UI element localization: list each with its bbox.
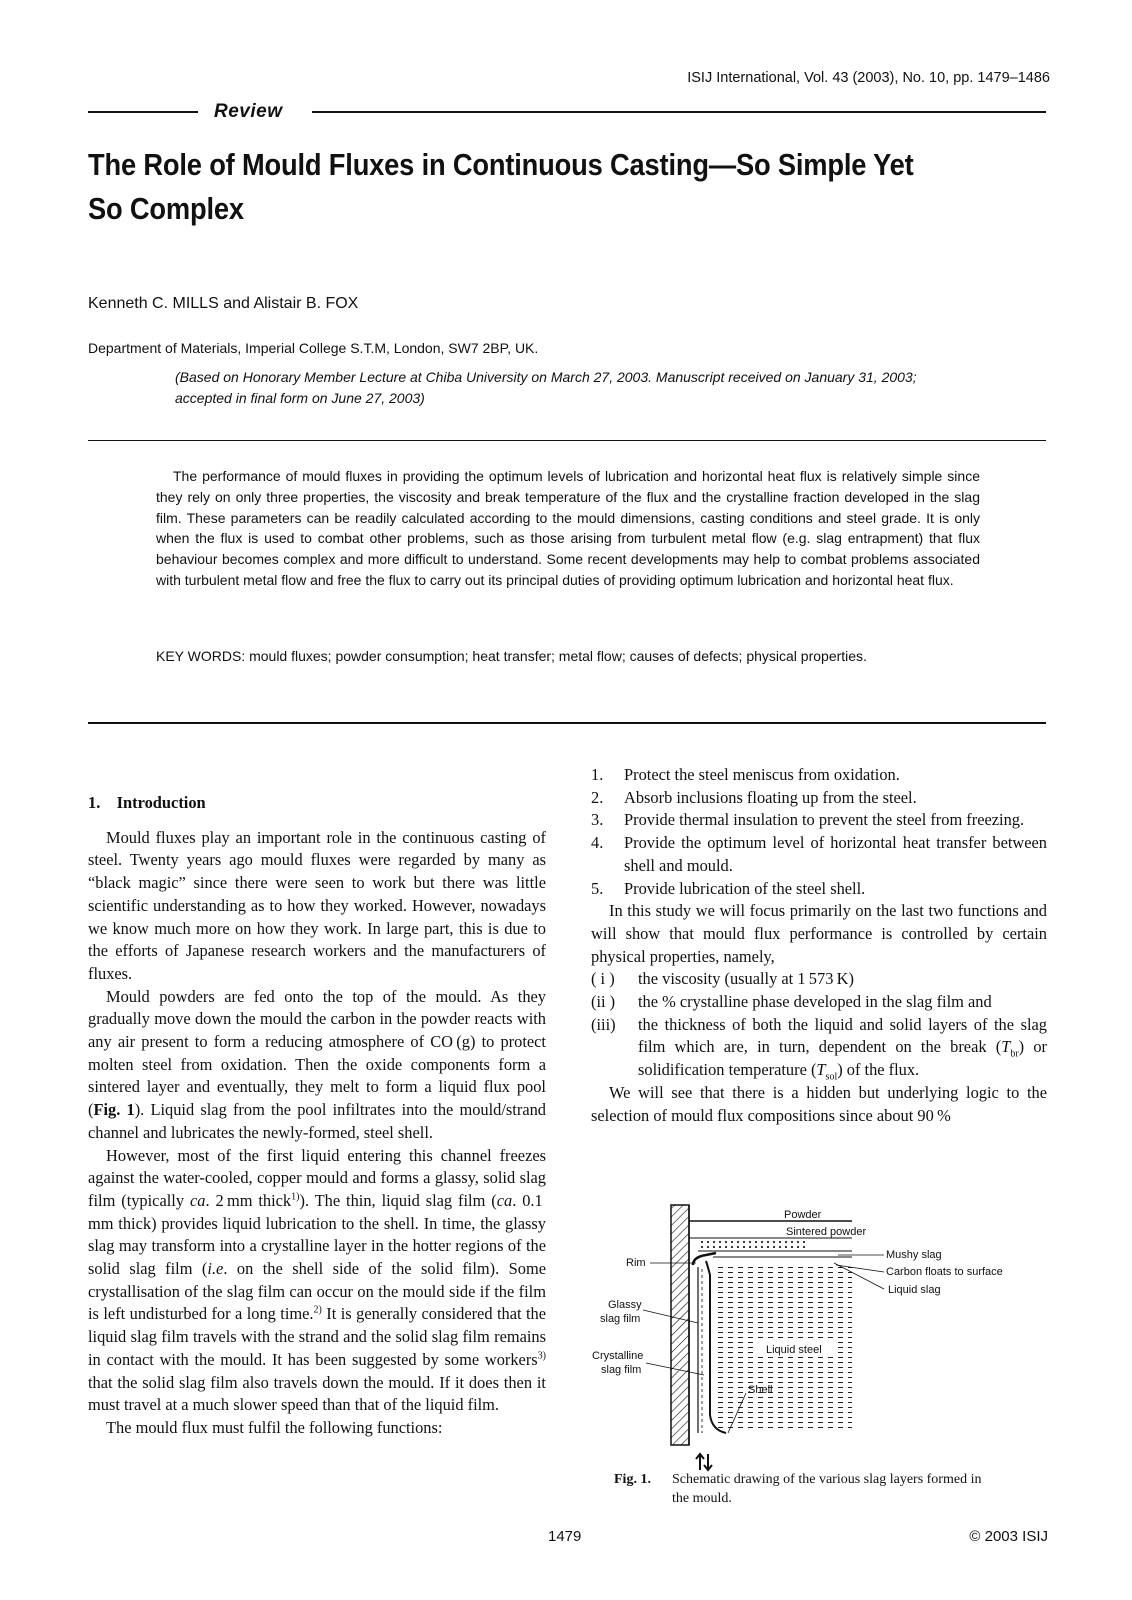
abstract-text: The performance of mould fluxes in providing the optimum levels of lubrication and horizontal heat flux is relatively simple since they rely on only three properties, the viscosity and break temperature of the flux and the crystalline fraction developed in the slag film. These parameters can be readily calculated according to the mould dimensions, casting conditions and steel grade. It is only when the flux is used to combat other problems, such as those arising from turbulent metal flow (e.g. slag entrapment) that flux behaviour becomes complex and more difficult to understand. Some recent developments may help to combat problems associated with turbulent metal flow and free the flux to carry out its principal duties of providing optimum lubrication and horizontal heat flux. [156,468,980,588]
section-label: Review [214,101,283,122]
label-carbon-floats: Carbon floats to surface [886,1266,1003,1278]
label-mushy-slag: Mushy slag [886,1249,942,1261]
list-item: 5. Provide lubrication of the steel shell. [591,878,866,898]
authors: Kenneth C. MILLS and Alistair B. FOX [88,295,359,312]
affiliation: Department of Materials, Imperial College S.T.M, London, SW7 2BP, UK. [88,340,539,356]
label-rim: Rim [626,1257,646,1269]
journal-reference: ISIJ International, Vol. 43 (2003), No. 10, pp. 1479–1486 [687,70,1050,86]
caption-label: Fig. 1. [614,1472,651,1487]
received-note: (Based on Honorary Member Lecture at Chiba University on March 27, 2003. Manuscript received on January 31, 2003; accepted in final form on June 27, 2003) [175,369,917,406]
intro-paragraph-1: Mould fluxes play an important role in the continuous casting of steel. Twenty years ago mould fluxes were regarded by many as “black magic” since there were seen to work but there was little scientific understanding as to how they worked. However, nowadays we know much more on how they work. In large part, this is due to the efforts of Japanese research workers and the manufacturers of fluxes. [88,827,546,983]
caption-text-2: the mould. [672,1491,732,1506]
label-crystalline: Crystalline [592,1350,644,1362]
intro-paragraph-3: However, most of the first liquid entering this channel freezes against the water-cooled, copper mould and forms a glassy, solid slag film (typically ca. 2 mm thick$^{1)}$). The thin, liquid slag film (ca. 0.1 mm thick) provides liquid lubrication to the shell. In time, the glassy slag may transform into a crystalline layer in the hotter regions of the solid slag film (i.e. on the shell side of the solid film). Some crystallisation of the slag film can occur on the mould side if the film is left undisturbed for a long time.$^{2)}$ It is generally considered that the liquid slag film travels with the strand and the solid slag film remains in contact with the mould. It has been suggested by some workers$^{3)}$ that the solid slag film also travels down the mould. If it does then it must travel at a much slower speed than that of the liquid film. [88,1145,547,1415]
figure-1 [592,1205,1048,1495]
list-item: ( i ) the viscosity (usually at 1 573 K) [591,969,854,989]
label-shell: Shell [748,1384,773,1396]
label-glassy: Glassy [608,1299,642,1311]
label-liquid-steel: Liquid steel [766,1344,822,1356]
list-item: 2. Absorb inclusions floating up from the steel. [591,787,917,807]
mould-schematic-diagram [592,1205,1048,1470]
fig-1-reference: Fig. 1 [93,1100,135,1120]
sintered-powder-layer [698,1239,806,1249]
mould-wall [671,1205,689,1445]
section-label-rule [88,101,1046,121]
list-item: 3. Provide thermal insulation to prevent the steel from freezing. [591,810,1025,830]
label-crystalline-slag-film: slag film [601,1364,642,1376]
page-number: 1479 [548,1528,582,1545]
list-item: (iii) the thickness of both the liquid and solid layers of the slag film which are, in turn, dependent on the break $(T_{br})$ or solidification temperature $(T_{sol})$ of the flux. [591,1014,1047,1083]
abstract [156,466,980,591]
label-liquid-slag: Liquid slag [888,1284,941,1296]
citation-1: 1) [291,1191,300,1203]
section-heading-introduction: 1. Introduction [88,793,206,812]
abstract-top-rule [88,440,1046,441]
rim [693,1253,716,1265]
right-paragraph-2: We will see that there is a hidden but underlying logic to the selection of mould flux compositions since about 90 % [591,1082,1047,1125]
caption-text: Schematic drawing of the various slag layers formed in [672,1472,982,1487]
citation-3: 3) [537,1350,546,1362]
paper-title: The Role of Mould Fluxes in Continuous Casting—So Simple Yet So Complex [88,147,914,226]
functions-list [591,764,1047,900]
left-column [88,780,546,1440]
rule-right [312,111,1046,113]
abstract-bottom-rule [88,722,1046,724]
figure-1-caption [614,1470,1034,1508]
citation-2: 2) [313,1305,322,1316]
list-item: 4. Provide the optimum level of horizontal heat transfer between shell and mould. [591,833,1047,875]
list-item: 1. Protect the steel meniscus from oxidation. [591,765,900,784]
properties-list [591,968,1047,1082]
intro-paragraph-4: The mould flux must fulfil the following functions: [106,1417,443,1437]
label-sintered-powder: Sintered powder [786,1226,867,1238]
label-glassy-slag-film: slag film [600,1313,641,1325]
list-item: (ii ) the % crystalline phase developed in the slag film and [591,992,992,1012]
right-column [591,764,1047,1127]
label-powder: Powder [784,1209,822,1221]
intro-paragraph-2: Mould powders are fed onto the top of the mould. As they gradually move down the mould the carbon in the powder reacts with any air present to form a reducing atmosphere of CO (g) to protect molten steel from oxidation. Then the oxide components form a sintered layer and eventually, they melt to form a liquid flux pool (Fig. 1). Liquid slag from the pool infiltrates into the mould/strand channel and lubricates the newly-formed, steel shell. [88,986,546,1142]
right-paragraph-1: In this study we will focus primarily on the last two functions and will show that mould flux performance is controlled by certain physical properties, namely, [591,901,1047,966]
rule-left [88,111,198,113]
keywords: KEY WORDS: mould fluxes; powder consumption; heat transfer; metal flow; causes of defects; physical properties. [156,648,867,664]
copyright: © 2003 ISIJ [969,1528,1048,1545]
